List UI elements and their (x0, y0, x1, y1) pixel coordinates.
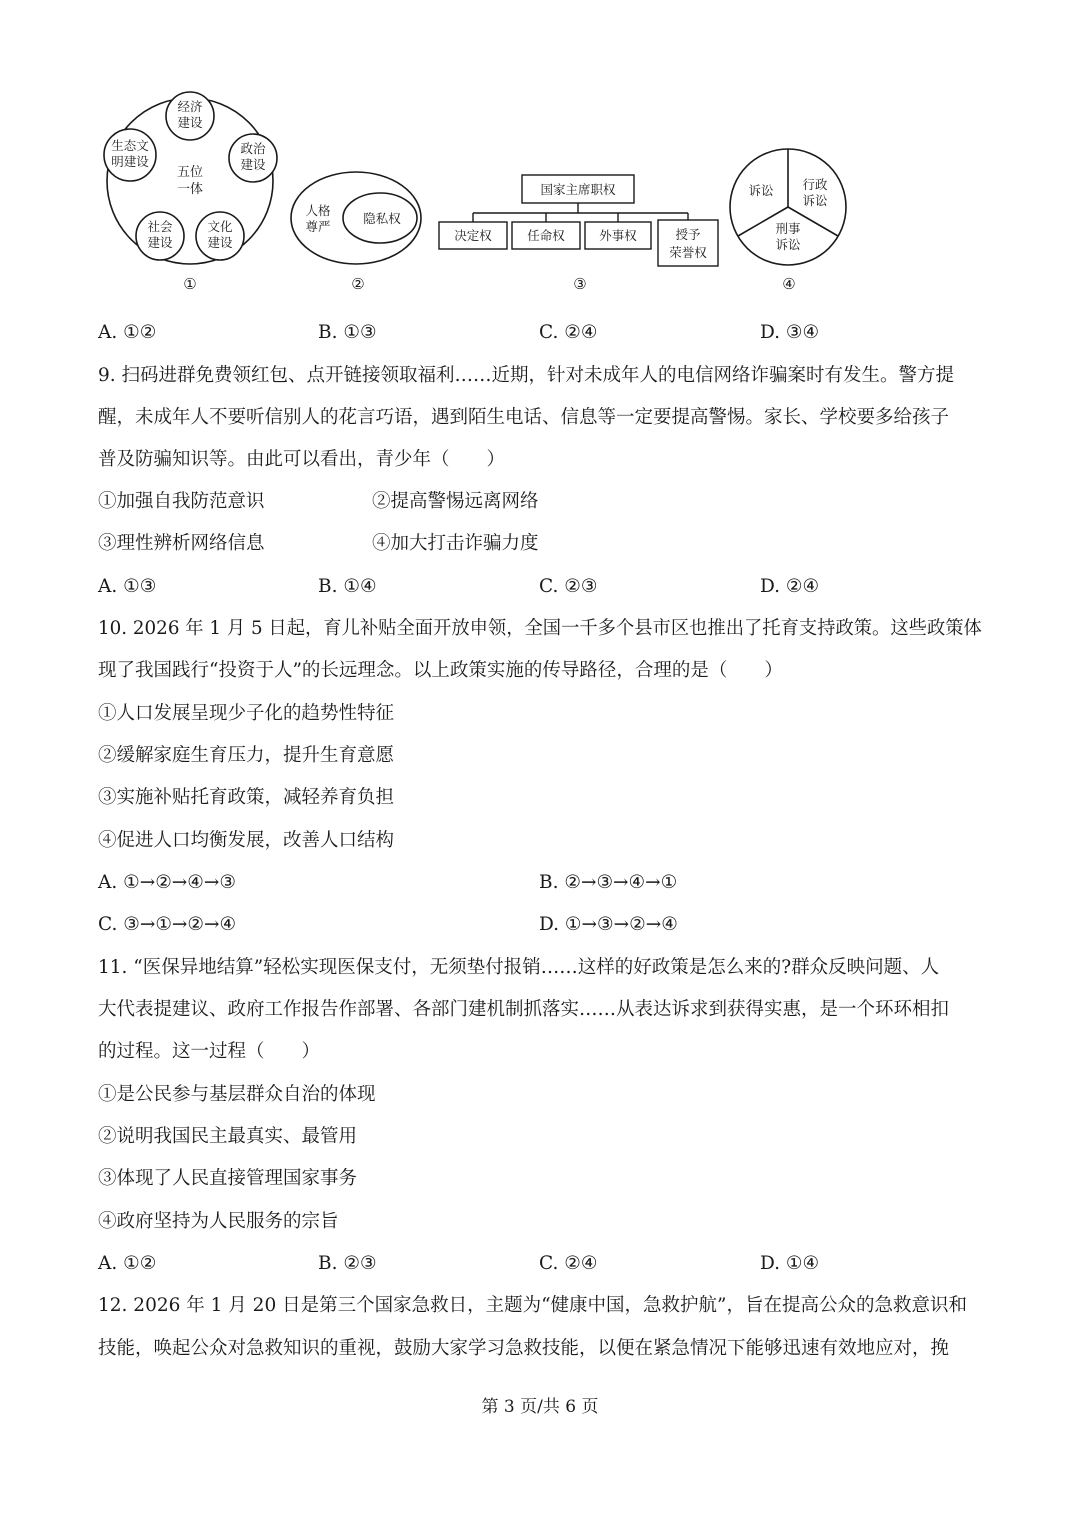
q11-stem-line-3: 的过程。这一过程（ ） (98, 1041, 321, 1062)
q11-option-b: B. ②③ (318, 1253, 377, 1274)
fig1-label: ① (183, 275, 197, 293)
fig4-bottom-l1: 刑事 (775, 221, 801, 236)
fig1-node-economy-l1: 经济 (177, 99, 203, 114)
fig1-node-politics-l1: 政治 (240, 141, 266, 156)
figure-3-president-powers (439, 175, 718, 293)
fig3-label: ③ (573, 275, 587, 293)
fig4-left: 诉讼 (748, 183, 774, 198)
figure-4-lawsuits (730, 149, 846, 293)
q11-option-c: C. ②④ (539, 1253, 598, 1274)
q9-option-b: B. ①④ (318, 576, 377, 597)
q10-stem-line-1: 10. 2026 年 1 月 5 日起，育儿补贴全面开放申领，全国一千多个县市区也推出了托育支持政策。这些政策体 (98, 618, 982, 639)
fig4-right-l2: 诉讼 (802, 193, 828, 208)
fig3-top: 国家主席职权 (540, 182, 616, 197)
q10-item-4: ④促进人口均衡发展，改善人口结构 (98, 830, 395, 851)
q9-option-d: D. ②④ (760, 576, 820, 597)
q10-option-d: D. ①→③→②→④ (539, 914, 678, 935)
figure-2-privacy (291, 172, 421, 293)
q9-stem-line-2: 醒，未成年人不要听信别人的花言巧语，遇到陌生电话、信息等一定要提高警惕。家长、学校要多给孩子 (98, 407, 950, 428)
fig2-label: ② (351, 275, 365, 293)
fig1-node-society-l2: 建设 (147, 235, 173, 250)
q8-option-b: B. ①③ (318, 322, 377, 343)
fig2-inner: 隐私权 (363, 211, 401, 226)
fig1-node-politics-l2: 建设 (240, 157, 266, 172)
fig1-node-culture-l1: 文化 (207, 219, 233, 234)
q11-option-d: D. ①④ (760, 1253, 820, 1274)
q10-item-1: ①人口发展呈现少子化的趋势性特征 (98, 703, 395, 724)
fig4-label: ④ (782, 275, 796, 293)
fig1-center-line2: 一体 (176, 182, 204, 197)
q11-item-2: ②说明我国民主最真实、最管用 (98, 1126, 358, 1147)
q8-option-c: C. ②④ (539, 322, 598, 343)
q10-option-b: B. ②→③→④→① (539, 872, 678, 893)
q9-option-c: C. ②③ (539, 576, 598, 597)
page-footer: 第 3 页/共 6 页 (481, 1397, 599, 1417)
fig1-center-line1: 五位 (176, 165, 204, 180)
q11-option-a: A. ①② (98, 1253, 157, 1274)
fig1-node-ecology-l1: 生态文 (111, 138, 149, 153)
q12-stem-line-2: 技能，唤起公众对急救知识的重视，鼓励大家学习急救技能，以便在紧急情况下能够迅速有效地应对，挽 (98, 1338, 950, 1359)
fig3-child-honor-l2: 荣誉权 (669, 245, 707, 260)
q8-option-a: A. ①② (98, 322, 157, 343)
q11-stem-line-1: 11. “医保异地结算”轻松实现医保支付，无须垫付报销……这样的好政策是怎么来的?群众反映问题、人 (98, 957, 940, 978)
q10-stem-line-2: 现了我国践行“投资于人”的长远理念。以上政策实施的传导路径，合理的是（ ） (98, 660, 783, 681)
fig3-child-foreign: 外事权 (599, 228, 637, 243)
q9-item-2: ②提高警惕远离网络 (372, 491, 539, 512)
q9-item-3: ③理性辨析网络信息 (98, 533, 265, 554)
q9-stem-line-1: 9. 扫码进群免费领红包、点开链接领取福利……近期，针对未成年人的电信网络诈骗案时有发生。警方提 (98, 365, 955, 386)
q10-item-3: ③实施补贴托育政策，减轻养育负担 (98, 787, 395, 808)
fig1-node-economy-l2: 建设 (177, 115, 203, 130)
figures-strip (0, 0, 1080, 300)
fig1-node-culture-l2: 建设 (207, 235, 233, 250)
q10-option-c: C. ③→①→②→④ (98, 914, 237, 935)
fig3-child-appoint: 任命权 (527, 228, 565, 243)
fig3-child-decide: 决定权 (454, 228, 492, 243)
fig2-outer-l1: 人格 (305, 203, 331, 218)
fig3-child-honor-l1: 授予 (675, 227, 701, 242)
q10-item-2: ②缓解家庭生育压力，提升生育意愿 (98, 745, 395, 766)
fig1-node-society-l1: 社会 (147, 219, 173, 234)
q9-option-a: A. ①③ (98, 576, 157, 597)
fig4-right-l1: 行政 (802, 177, 828, 192)
q12-stem-line-1: 12. 2026 年 1 月 20 日是第三个国家急救日，主题为“健康中国，急救护航”，旨在提高公众的急救意识和 (98, 1295, 968, 1316)
q8-option-d: D. ③④ (760, 322, 820, 343)
q9-item-1: ①加强自我防范意识 (98, 491, 265, 512)
fig4-bottom-l2: 诉讼 (775, 237, 801, 252)
q10-option-a: A. ①→②→④→③ (98, 872, 236, 893)
q9-stem-line-3: 普及防骗知识等。由此可以看出，青少年（ ） (98, 449, 506, 470)
q11-stem-line-2: 大代表提建议、政府工作报告作部署、各部门建机制抓落实……从表达诉求到获得实惠，是一个环环相扣 (98, 999, 950, 1020)
fig1-node-ecology-l2: 明建设 (111, 154, 149, 169)
q11-item-1: ①是公民参与基层群众自治的体现 (98, 1084, 376, 1105)
q11-item-3: ③体现了人民直接管理国家事务 (98, 1168, 358, 1189)
figure-1-five-in-one (104, 92, 277, 293)
q9-item-4: ④加大打击诈骗力度 (372, 533, 539, 554)
fig2-outer-l2: 尊严 (305, 219, 331, 234)
q11-item-4: ④政府坚持为人民服务的宗旨 (98, 1211, 339, 1232)
